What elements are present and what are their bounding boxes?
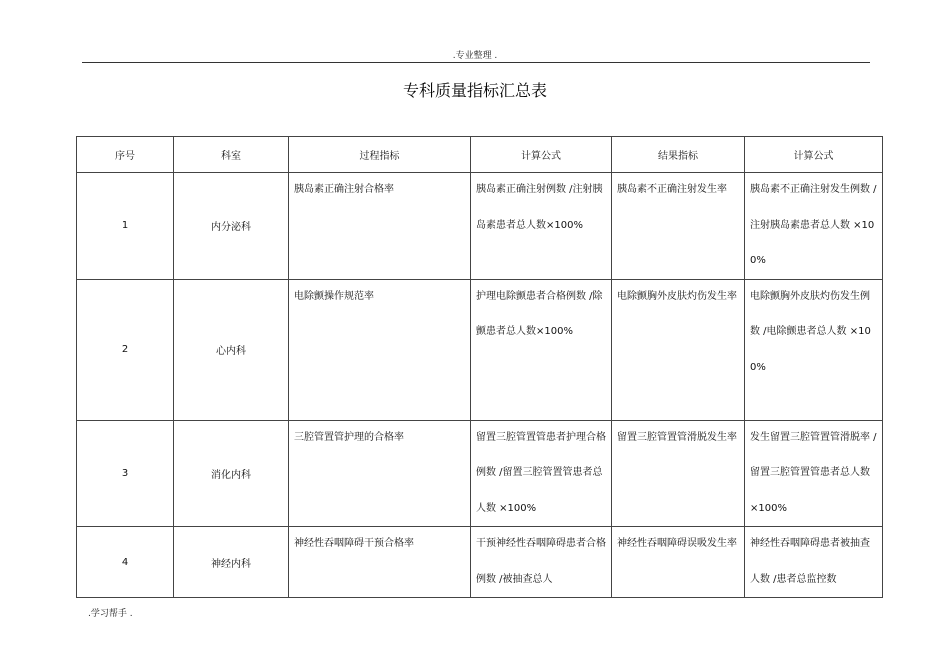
quality-indicator-table (76, 136, 883, 598)
cell-result-formula (745, 279, 883, 420)
page-header: .专业整理 . (452, 51, 498, 61)
cell-process-text: 神经性吞咽障碍干预合格率 (294, 538, 414, 549)
column-header-process: 过程指标 (289, 137, 471, 173)
table-row (77, 279, 883, 420)
column-header-dept: 科室 (174, 137, 289, 173)
cell-result-formula-text: 神经性吞咽障碍患者被抽查人数 /患者总监控数 (750, 538, 870, 585)
cell-process (289, 173, 471, 280)
cell-dept: 内分泌科 (174, 173, 289, 280)
cell-process (289, 527, 471, 598)
cell-result-formula (745, 420, 883, 527)
cell-process (289, 279, 471, 420)
cell-no: 4 (77, 527, 174, 598)
cell-process-formula-text: 留置三腔管置管患者护理合格例数 /留置三腔管置管患者总人数 ×100% (476, 431, 606, 514)
cell-result-formula (745, 527, 883, 598)
cell-no: 3 (77, 420, 174, 527)
cell-process-formula-text: 干预神经性吞咽障碍患者合格例数 /被抽查总人 (476, 538, 606, 585)
cell-result-text: 电除颤胸外皮肤灼伤发生率 (617, 290, 737, 302)
table-row (77, 420, 883, 527)
cell-result-text: 神经性吞咽障碍误吸发生率 (617, 538, 737, 549)
cell-process-formula (471, 279, 612, 420)
table-row (77, 173, 883, 280)
cell-result-formula-text: 电除颤胸外皮肤灼伤发生例数 /电除颤患者总人数 ×100% (750, 290, 871, 373)
cell-process-formula-text: 胰岛素正确注射例数 /注射胰岛素患者总人数×100% (476, 184, 603, 231)
cell-process-text: 电除颤操作规范率 (294, 290, 374, 302)
cell-result (612, 527, 745, 598)
cell-result (612, 279, 745, 420)
document-title: 专科质量指标汇总表 (402, 81, 547, 100)
cell-result (612, 420, 745, 527)
header-divider (82, 62, 870, 63)
cell-result-text: 留置三腔管置管滑脱发生率 (617, 431, 737, 443)
cell-result-formula (745, 173, 883, 280)
cell-process-text: 三腔管置管护理的合格率 (294, 431, 404, 443)
cell-result (612, 173, 745, 280)
column-header-no: 序号 (77, 137, 174, 173)
cell-result-formula-text: 胰岛素不正确注射发生例数 /注射胰岛素患者总人数 ×100% (750, 184, 877, 266)
column-header-result-formula: 计算公式 (745, 137, 883, 173)
column-header-process-formula: 计算公式 (471, 137, 612, 173)
cell-process-formula (471, 527, 612, 598)
cell-process-formula (471, 420, 612, 527)
cell-dept: 神经内科 (174, 527, 289, 598)
cell-no: 2 (77, 279, 174, 420)
column-header-result: 结果指标 (612, 137, 745, 173)
cell-process (289, 420, 471, 527)
cell-dept: 消化内科 (174, 420, 289, 527)
table-row (77, 527, 883, 598)
cell-process-formula (471, 173, 612, 280)
cell-dept: 心内科 (174, 279, 289, 420)
cell-process-text: 胰岛素正确注射合格率 (294, 184, 394, 195)
cell-result-formula-text: 发生留置三腔管置管滑脱率 /留置三腔管置管患者总人数 ×100% (750, 431, 877, 514)
cell-no: 1 (77, 173, 174, 280)
page-footer: .学习帮手 . (88, 609, 133, 619)
cell-result-text: 胰岛素不正确注射发生率 (617, 184, 727, 195)
cell-process-formula-text: 护理电除颤患者合格例数 /除颤患者总人数×100% (476, 290, 603, 337)
